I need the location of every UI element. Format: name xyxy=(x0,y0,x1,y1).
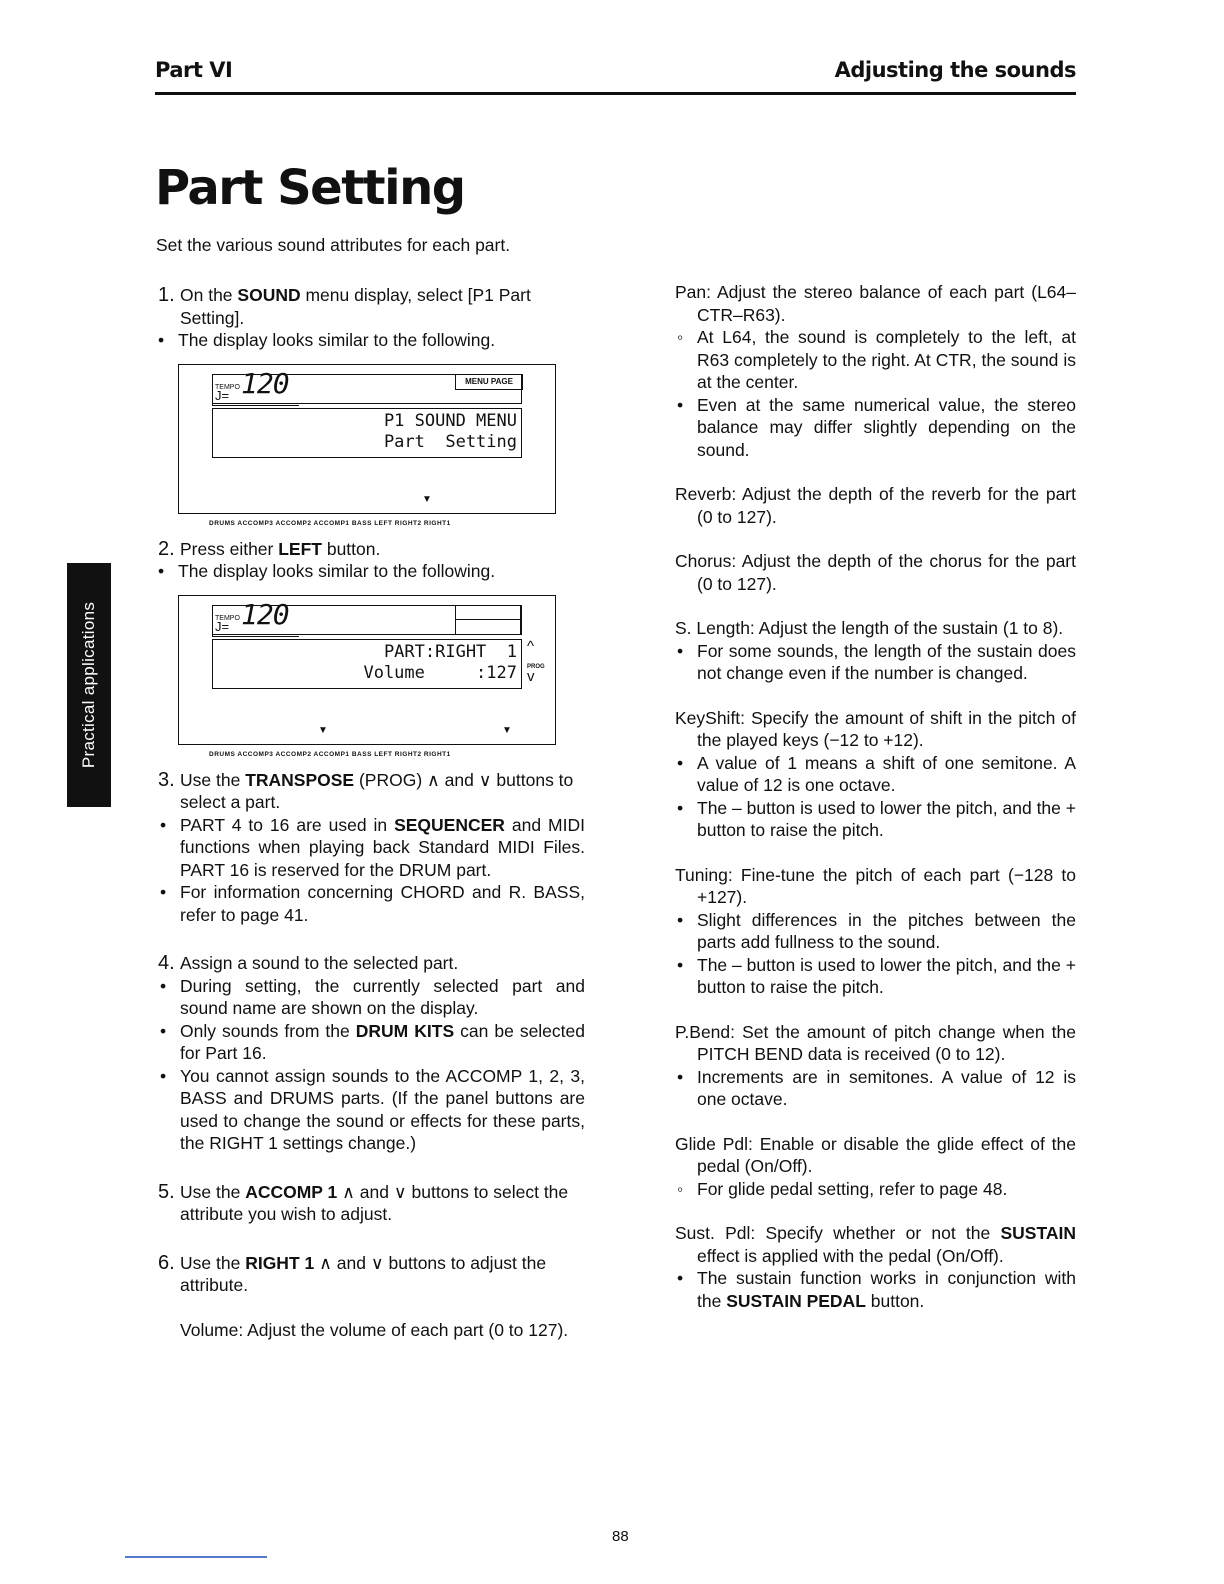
tuning-bullet: • The – button is used to lower the pitch, and the + button to raise the pitch. xyxy=(675,954,1076,999)
tempo-label: TEMPO xyxy=(215,614,240,622)
bold-term: ACCOMP 1 xyxy=(245,1181,338,1202)
text: On the xyxy=(180,285,238,305)
param-pan: Pan: Adjust the stereo balance of each part (L64–CTR–R63). xyxy=(675,282,1076,325)
step-3 xyxy=(158,769,585,814)
down-icon: v xyxy=(527,667,535,685)
step-number: 3. xyxy=(158,768,175,791)
param-glide-pdl: Glide Pdl: Enable or disable the glide effect of the pedal (On/Off). xyxy=(675,1133,1076,1176)
step-number: 5. xyxy=(158,1180,175,1203)
tempo-prefix: J= xyxy=(215,618,230,634)
text: can be selected for Part 16. xyxy=(180,1020,585,1063)
text: and MIDI functions when playing back Standard MIDI Files. PART 16 is reserved for the DRUM part. xyxy=(180,814,585,880)
up-icon: ^ xyxy=(527,637,535,655)
menu-page-indicator: MENU PAGE xyxy=(455,374,523,390)
step-3-bullet xyxy=(158,814,585,882)
param-volume: Volume: Adjust the volume of each part (0 to 127). xyxy=(180,1319,569,1340)
text: Sust. Pdl: Specify whether or not the xyxy=(675,1223,1001,1243)
bold-term: LEFT xyxy=(278,538,322,559)
step-number: 4. xyxy=(158,952,175,974)
text: effect is applied with the pedal (On/Off). xyxy=(697,1245,1004,1266)
keyshift-bullet: • A value of 1 means a shift of one semitone. A value of 12 is one octave. xyxy=(675,752,1076,797)
lcd-tempo xyxy=(212,366,299,406)
page-title: Part Setting xyxy=(155,160,465,216)
bold-term: TRANSPOSE xyxy=(245,769,355,790)
tuning-bullet: • Slight differences in the pitches between the parts add fullness to the sound. xyxy=(675,909,1076,954)
text: button. xyxy=(321,538,381,559)
step-1-bullet: • The display looks similar to the following. xyxy=(156,329,585,352)
text: Use the xyxy=(180,769,246,790)
lcd-line-2: Part Setting xyxy=(383,431,517,452)
keyshift-bullet: • The – button is used to lower the pitch, and the + button to raise the pitch. xyxy=(675,797,1076,842)
sidebar-tab-label: Practical applications xyxy=(79,601,98,769)
text: (PROG) ∧ and ∨ buttons to select a part. xyxy=(180,769,574,812)
step-number: 2. xyxy=(158,537,175,560)
step-2-bullet: • The display looks similar to the following. xyxy=(156,560,585,583)
arrow-down-icon: ▼ xyxy=(422,493,432,505)
bold-term: SUSTAIN xyxy=(1000,1223,1076,1243)
lcd-line-1: P1 SOUND MENU xyxy=(383,410,517,431)
header-rule xyxy=(155,92,1076,95)
step-5 xyxy=(158,1181,585,1226)
text: Press either xyxy=(180,538,279,559)
param-pbend: P.Bend: Set the amount of pitch change when the PITCH BEND data is received (0 to 12). xyxy=(675,1021,1076,1064)
pan-bullet: ◦ At L64, the sound is completely to the left, at R63 completely to the right. At CTR, the sound is at the center. xyxy=(675,326,1076,394)
lcd-main-text xyxy=(212,408,522,458)
left-column xyxy=(158,284,585,1341)
text: button. xyxy=(865,1290,925,1311)
lcd-right-box xyxy=(455,605,521,635)
sidebar-tab xyxy=(67,563,111,807)
step-4-bullet: • You cannot assign sounds to the ACCOMP 1, 2, 3, BASS and DRUMS parts. (If the panel buttons are used to change the sound or effects for these parts, the RIGHT 1 settings change.) xyxy=(158,1065,585,1155)
lcd-display-1 xyxy=(178,364,556,527)
tempo-prefix: J= xyxy=(215,387,230,403)
bold-term: SOUND xyxy=(237,285,301,305)
text: ∧ and ∨ buttons to adjust the attribute. xyxy=(180,1252,547,1295)
lcd-footer-labels: DRUMS ACCOMP3 ACCOMP2 ACCOMP1 BASS LEFT RIGHT2 RIGHT1 xyxy=(209,519,451,527)
step-1 xyxy=(158,284,585,329)
lcd-tempo xyxy=(212,597,299,637)
text: Use the xyxy=(180,1181,246,1202)
sust-bullet xyxy=(675,1267,1076,1312)
step-6 xyxy=(158,1252,585,1297)
step-3-bullet: • For information concerning CHORD and R. BASS, refer to page 41. xyxy=(158,881,585,926)
text: Assign a sound to the selected part. xyxy=(180,953,459,973)
page-number: 88 xyxy=(612,1528,629,1545)
tempo-value: 120 xyxy=(241,366,289,400)
prog-label: PROG xyxy=(527,663,545,670)
arrow-down-icon: ▼ xyxy=(502,724,512,736)
bold-term: DRUM KITS xyxy=(355,1020,455,1041)
text: ∧ and ∨ buttons to select the attribute you wish to adjust. xyxy=(180,1181,569,1224)
glide-bullet: ◦ For glide pedal setting, refer to page 48. xyxy=(675,1178,1076,1201)
header-section: Adjusting the sounds xyxy=(834,58,1076,82)
lcd-line-2: Volume :127 xyxy=(363,662,517,683)
s-length-bullet: • For some sounds, the length of the sustain does not change even if the number is changed. xyxy=(675,640,1076,685)
lcd-display-2 xyxy=(178,595,556,758)
text: PART 4 to 16 are used in xyxy=(180,814,395,835)
step-2 xyxy=(158,538,585,561)
bold-term: RIGHT 1 xyxy=(245,1252,315,1273)
text: Use the xyxy=(180,1252,246,1273)
bold-term: SUSTAIN PEDAL xyxy=(726,1290,866,1311)
tempo-value: 120 xyxy=(241,597,289,631)
param-chorus: Chorus: Adjust the depth of the chorus for the part (0 to 127). xyxy=(675,551,1076,594)
bottom-line xyxy=(125,1556,267,1558)
step-4-bullet xyxy=(158,1020,585,1065)
param-sust-pdl xyxy=(675,1222,1076,1267)
param-tuning: Tuning: Fine-tune the pitch of each part (−128 to +127). xyxy=(675,864,1076,907)
param-keyshift: KeyShift: Specify the amount of shift in the pitch of the played keys (−12 to +12). xyxy=(675,707,1076,750)
step-4 xyxy=(158,952,585,975)
lcd-line-1: PART:RIGHT 1 xyxy=(383,641,517,662)
pan-bullet: • Even at the same numerical value, the stereo balance may differ slightly depending on the sound. xyxy=(675,394,1076,462)
param-reverb: Reverb: Adjust the depth of the reverb for the part (0 to 127). xyxy=(675,484,1076,527)
arrow-down-icon: ▼ xyxy=(318,724,328,736)
text: menu display, select [P1 Part Setting]. xyxy=(180,285,531,328)
param-s-length: S. Length: Adjust the length of the sustain (1 to 8). xyxy=(675,618,1064,638)
step-4-bullet: • During setting, the currently selected part and sound name are shown on the display. xyxy=(158,975,585,1020)
intro-text: Set the various sound attributes for each part. xyxy=(156,235,511,255)
text: The sustain function works in conjunction with the xyxy=(697,1268,1076,1311)
step-number: 6. xyxy=(158,1251,175,1274)
header-part: Part VI xyxy=(155,58,233,82)
bold-term: SEQUENCER xyxy=(394,814,505,835)
pbend-bullet: • Increments are in semitones. A value of 12 is one octave. xyxy=(675,1066,1076,1111)
tempo-label: TEMPO xyxy=(215,383,240,391)
right-column xyxy=(675,281,1076,1312)
step-number: 1. xyxy=(158,284,175,306)
lcd-footer-labels: DRUMS ACCOMP3 ACCOMP2 ACCOMP1 BASS LEFT RIGHT2 RIGHT1 xyxy=(209,750,451,758)
text: Only sounds from the xyxy=(180,1020,356,1041)
lcd-main-text xyxy=(212,639,522,689)
